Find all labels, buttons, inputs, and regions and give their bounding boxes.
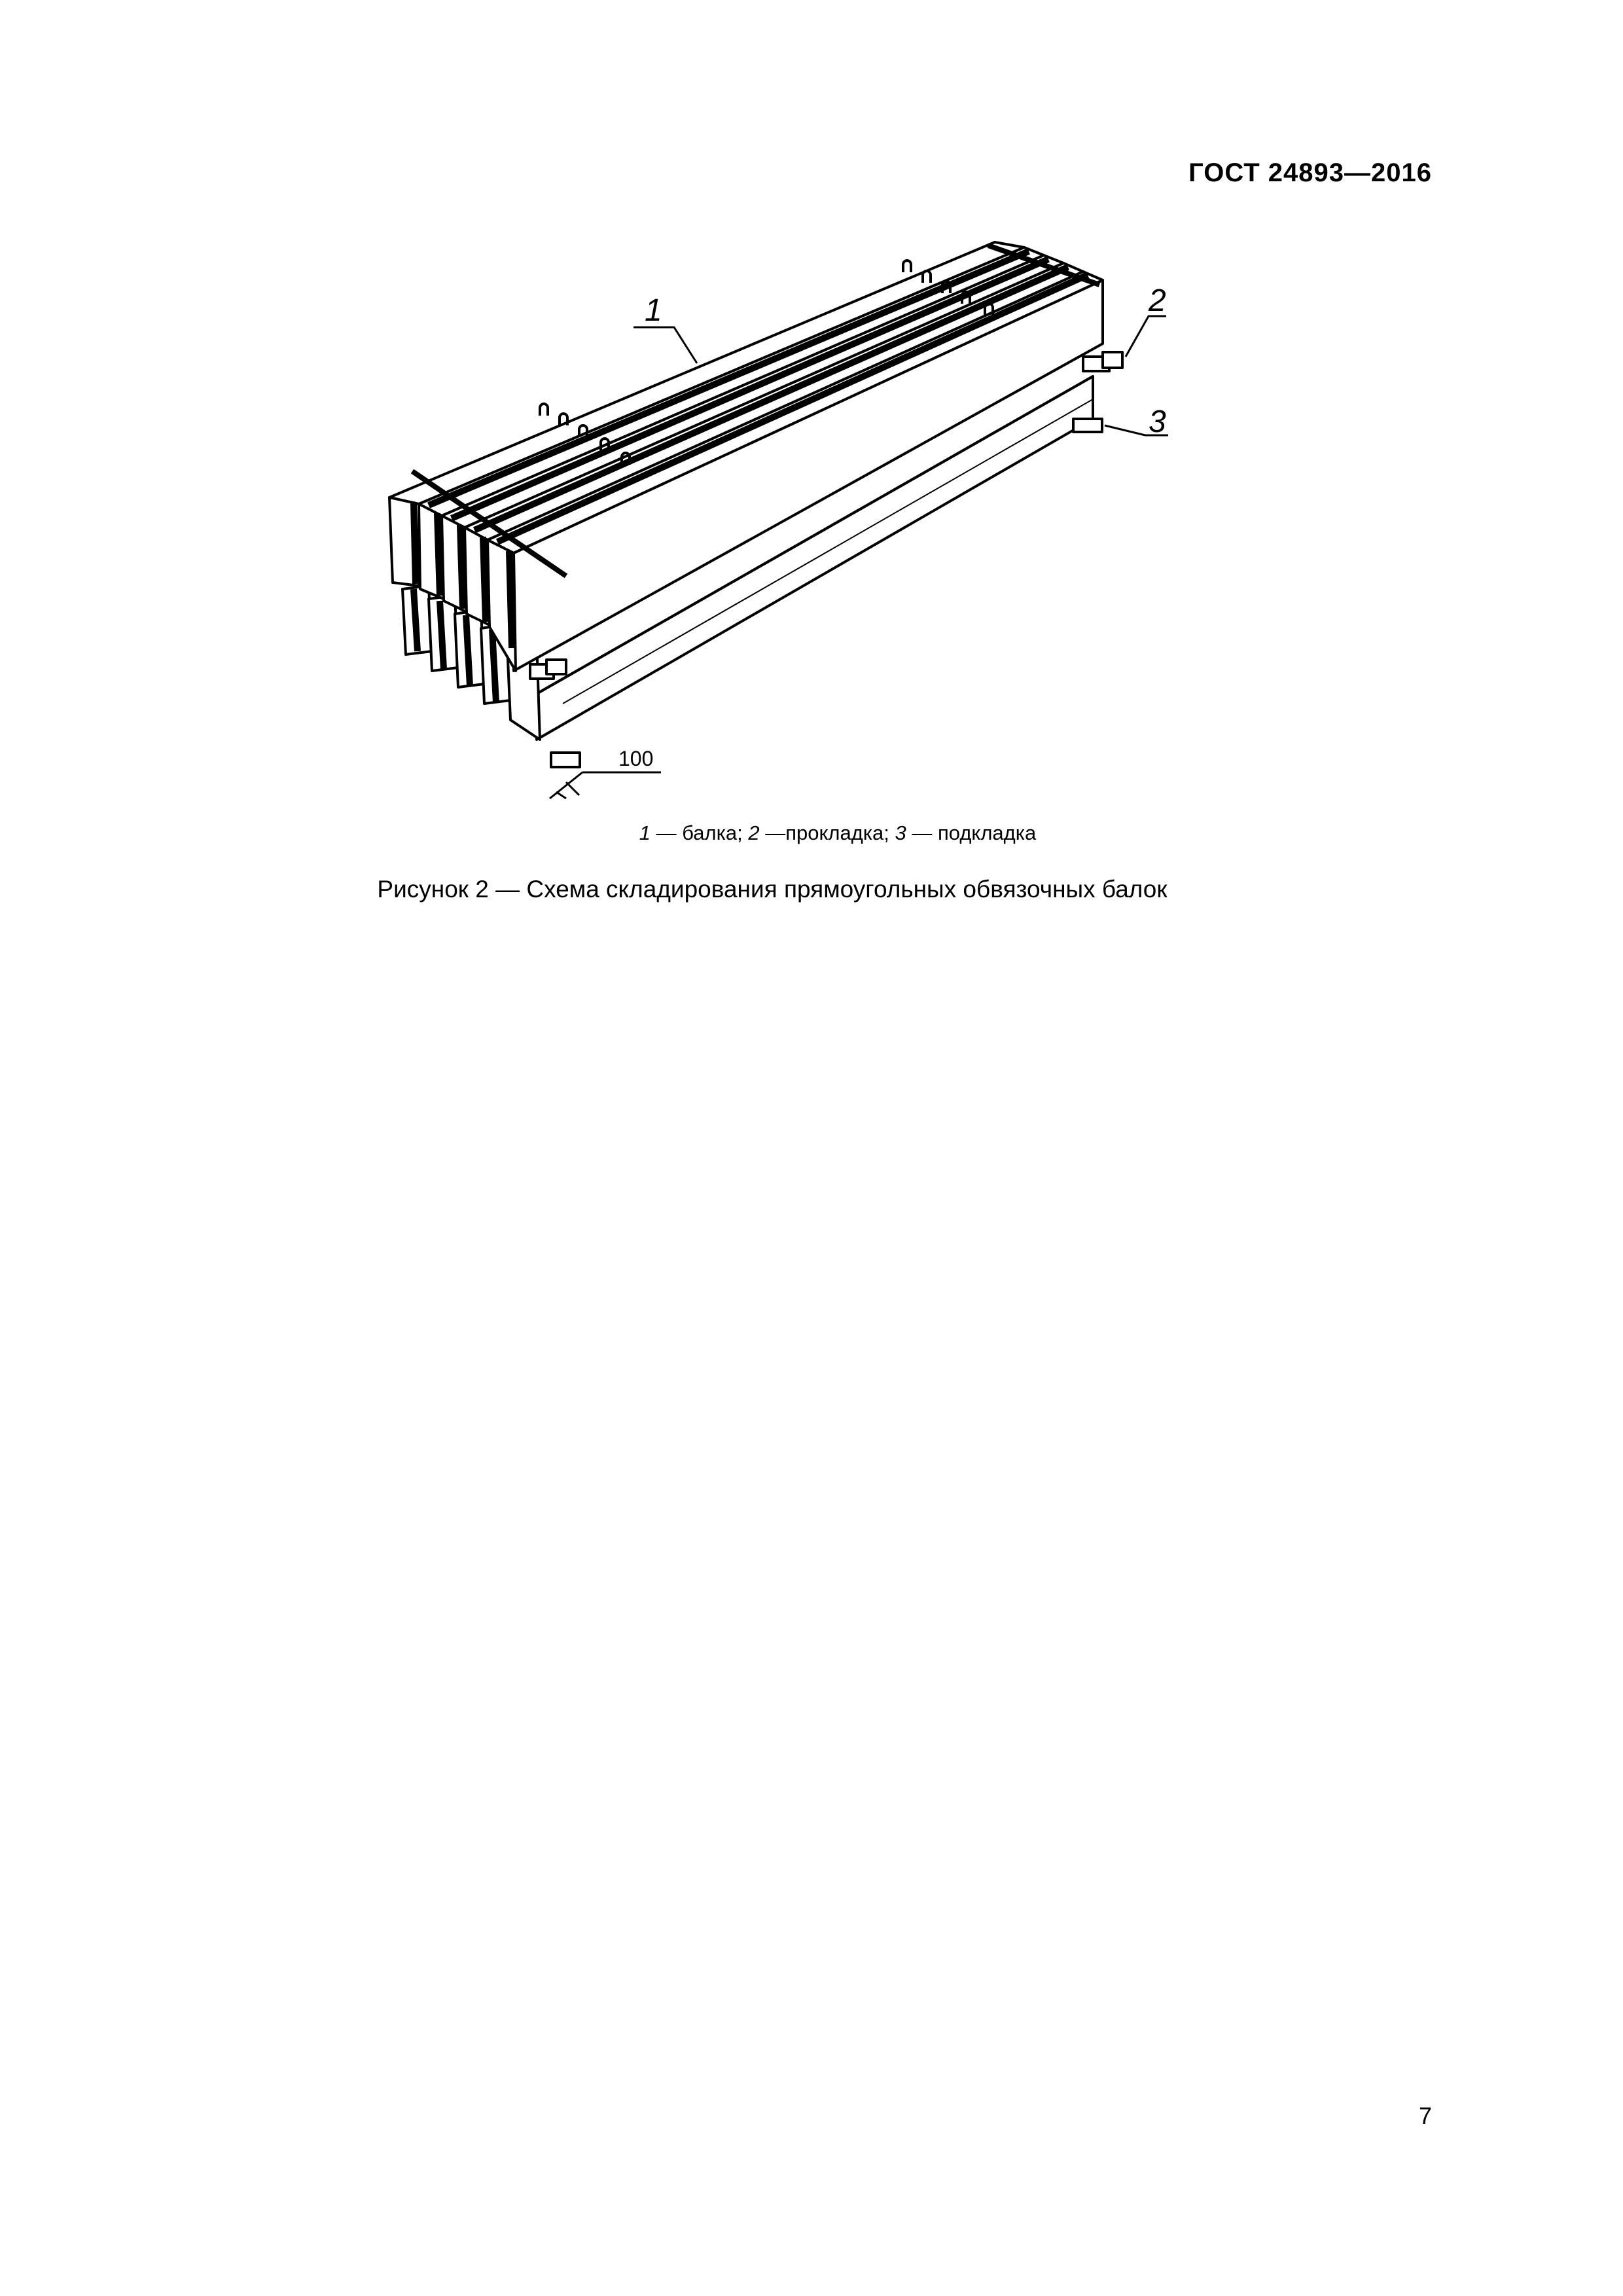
- document-header: ГОСТ 24893—2016: [1188, 158, 1432, 187]
- callout-3: 3: [1149, 404, 1166, 439]
- legend-text-2: —прокладка;: [759, 821, 895, 844]
- legend-num-1: 1: [639, 821, 651, 844]
- dimension-100: [550, 772, 661, 798]
- legend-num-2: 2: [748, 821, 760, 844]
- callout-2: 2: [1149, 283, 1166, 318]
- legend-text-3: — подкладка: [906, 821, 1037, 844]
- leader-2: [1126, 316, 1166, 357]
- storage-diagram: [366, 223, 1191, 825]
- callout-1: 1: [645, 293, 662, 328]
- legend-text-1: — балка;: [651, 821, 749, 844]
- page-number: 7: [1418, 2102, 1432, 2129]
- storage-scheme-drawing: [366, 223, 1191, 825]
- dimension-label: 100: [618, 747, 654, 770]
- legend-num-3: 3: [895, 821, 906, 844]
- figure-legend: [0, 821, 1623, 845]
- leader-1: [633, 327, 697, 363]
- figure-caption: Рисунок 2 — Схема складирования прямоугольных обвязочных балок: [377, 876, 1168, 903]
